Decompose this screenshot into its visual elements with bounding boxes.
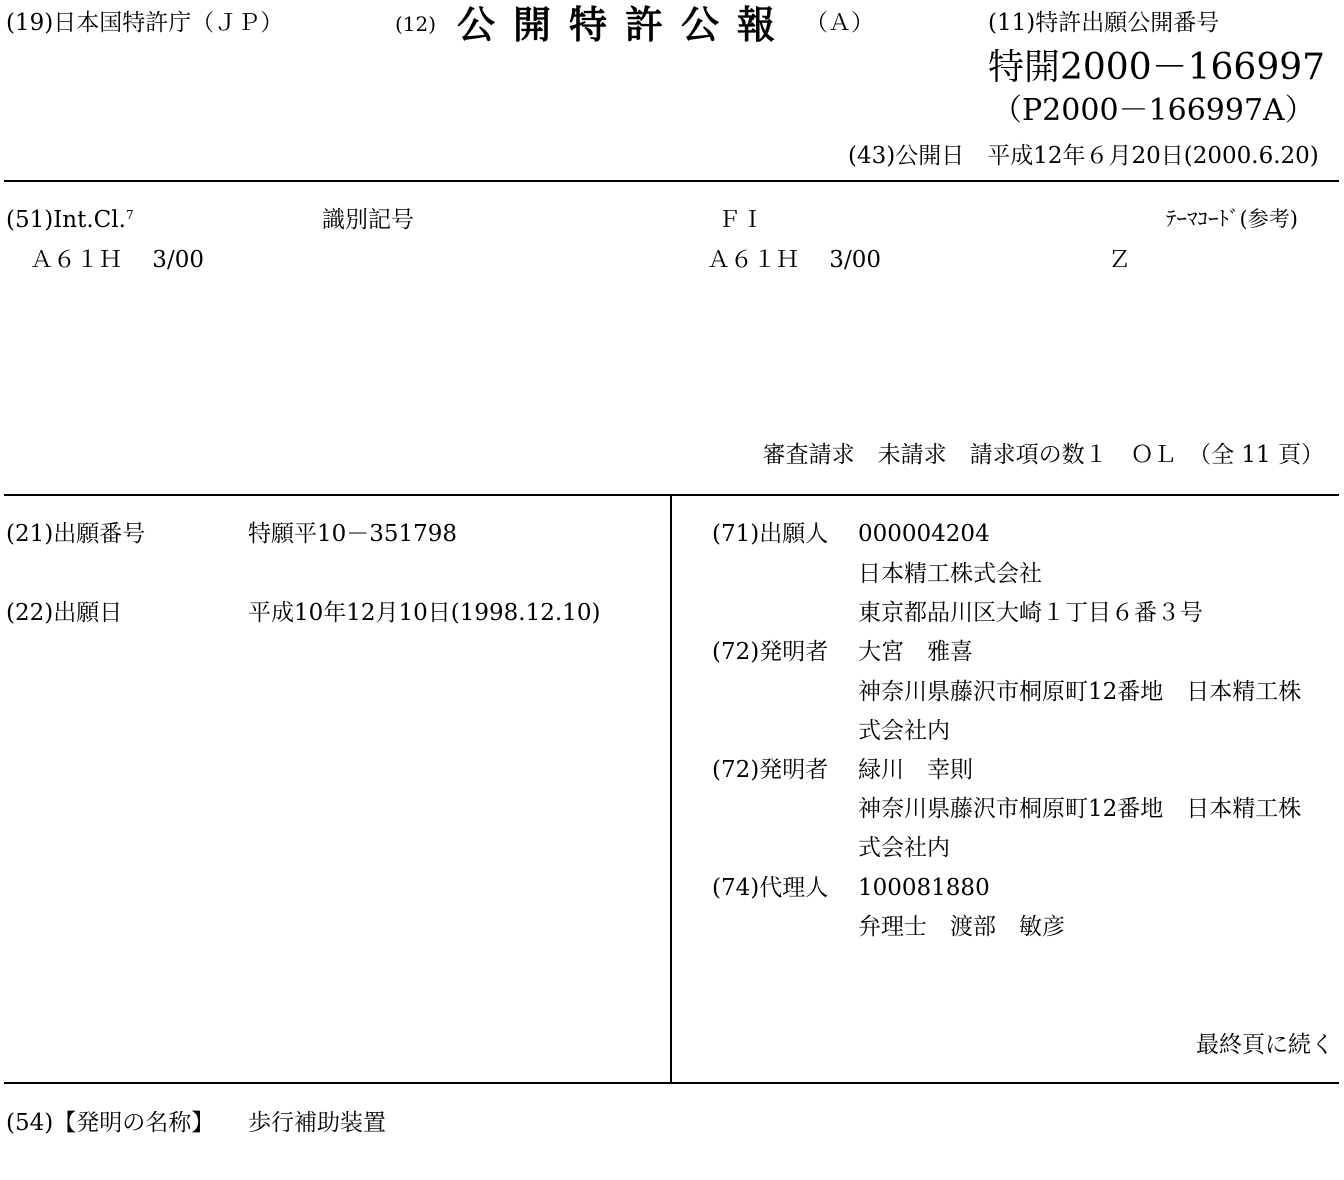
- inventor-2-name: 緑川 幸則: [858, 757, 973, 783]
- intcl-edition: 7: [125, 208, 134, 222]
- id-symbol-label: 識別記号: [322, 207, 414, 233]
- document-type: 公開特許公報: [457, 2, 794, 47]
- inventor-1-address: 神奈川県藤沢市桐原町12番地 日本精工株: [858, 679, 1302, 705]
- divider-bottom: [4, 1082, 1339, 1084]
- inventor-1-name: 大宮 雅喜: [858, 639, 973, 665]
- applicant-address: 東京都品川区大崎１丁目６番３号: [858, 600, 1203, 626]
- inventor-2-address-cont: 式会社内: [858, 835, 950, 861]
- publication-date: (43)公開日 平成12年６月20日(2000.6.20): [848, 143, 1319, 169]
- application-date-label: (22)出願日: [6, 600, 123, 626]
- applicant-name: 日本精工株式会社: [858, 561, 1042, 587]
- invention-title: 歩行補助装置: [248, 1110, 386, 1136]
- examination-status: 審査請求 未請求 請求項の数１ ＯＬ （全 11 頁）: [762, 442, 1324, 468]
- agent-label: (74)代理人: [712, 875, 829, 901]
- publication-number-alt: （P2000－166997A）: [992, 93, 1315, 128]
- intcl-value: Ａ６１Ｈ 3/00: [30, 247, 204, 273]
- inventor-1-address-cont: 式会社内: [858, 718, 950, 744]
- invention-title-label: (54)【発明の名称】: [6, 1110, 215, 1136]
- intcl-label-text: (51)Int.Cl.: [6, 207, 126, 233]
- application-date: 平成10年12月10日(1998.12.10): [248, 600, 601, 626]
- applicant-code: 000004204: [858, 521, 990, 547]
- fi-value: Ａ６１Ｈ 3/00: [707, 247, 881, 273]
- fi-extra: Ｚ: [1108, 247, 1131, 273]
- inventor-1-label: (72)発明者: [712, 639, 829, 665]
- divider-header: [4, 180, 1339, 182]
- agent-code: 100081880: [858, 875, 990, 901]
- document-type-suffix: （Ａ）: [805, 10, 874, 36]
- agent-name: 弁理士 渡部 敏彦: [858, 914, 1065, 940]
- divider-vertical: [670, 495, 672, 1083]
- publication-number: 特開2000－166997: [988, 47, 1326, 88]
- inventor-2-label: (72)発明者: [712, 757, 829, 783]
- application-number-label: (21)出願番号: [6, 521, 146, 547]
- application-number: 特願平10－351798: [248, 521, 458, 547]
- theme-code-label: ﾃｰﾏｺｰﾄﾞ(参考): [1166, 207, 1298, 231]
- inventor-2-address: 神奈川県藤沢市桐原町12番地 日本精工株: [858, 796, 1302, 822]
- kind-code: (12): [395, 12, 437, 36]
- issuing-office: (19)日本国特許庁（ＪＰ）: [6, 10, 284, 36]
- publication-number-label: (11)特許出願公開番号: [988, 10, 1220, 36]
- applicant-label: (71)出願人: [712, 521, 829, 547]
- intcl-label: [6, 209, 134, 232]
- fi-label: ＦＩ: [718, 207, 764, 233]
- continued-note: 最終頁に続く: [1196, 1032, 1334, 1058]
